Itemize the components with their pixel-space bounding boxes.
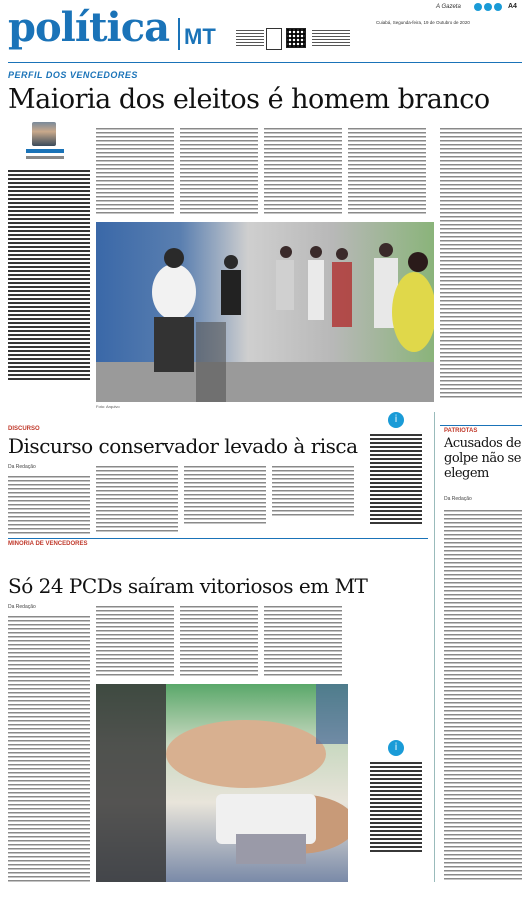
story2-kicker: DISCURSO: [8, 426, 40, 432]
story3-rule: [8, 538, 428, 539]
date-line: Cuiabá, Segunda-feira, 19 de Outubro de 2020: [376, 20, 470, 25]
story2-col-2: [96, 466, 178, 534]
top-rule: [8, 62, 522, 63]
story3-photo: [96, 684, 348, 882]
main-kicker: PERFIL DOS VENCEDORES: [8, 70, 138, 80]
main-body-col-5: [348, 128, 426, 214]
social-icon-2: [484, 3, 492, 11]
sidebar-kicker: PATRIOTAS: [444, 428, 478, 434]
qr-code-icon: [286, 28, 306, 48]
story3-side-note: [370, 762, 422, 852]
info-icon-2: i: [388, 740, 404, 756]
story3-col-1: [8, 616, 90, 882]
main-body-col-6: [440, 128, 522, 398]
sidebar-rule: [440, 425, 522, 426]
story3-col-2: [96, 606, 174, 676]
story2-col-4: [272, 466, 354, 516]
section-region: MT: [184, 24, 216, 49]
story2-col-1: [8, 476, 90, 534]
story3-col-3: [180, 606, 258, 676]
phone-icon: [266, 28, 282, 50]
section-title: política: [8, 4, 169, 51]
brand-name: A Gazeta: [436, 4, 461, 10]
header-info-2: [312, 30, 350, 46]
author-role-bar: [26, 156, 64, 159]
column-separator: [434, 412, 435, 882]
main-body-col-3: [180, 128, 258, 214]
info-icon-1: i: [388, 412, 404, 428]
main-photo: [96, 222, 434, 402]
main-body-col-2: [96, 128, 174, 214]
sidebar-byline: Da Redação: [444, 496, 472, 502]
main-body-col-1: [8, 170, 90, 380]
author-photo: [32, 122, 56, 146]
main-photo-svg: [96, 222, 434, 402]
story2-headline: Discurso conservador levado à risca: [8, 434, 358, 458]
section-separator: [178, 18, 180, 50]
author-name-bar: [26, 149, 64, 153]
social-icon-1: [474, 3, 482, 11]
story2-side-note: [370, 434, 422, 526]
social-icon-3: [494, 3, 502, 11]
sidebar-headline: Acusados de golpe não se elegem: [444, 436, 521, 481]
story3-col-4: [264, 606, 342, 676]
story2-byline: Da Redação: [8, 464, 36, 470]
main-body-col-4: [264, 128, 342, 214]
story2-col-3: [184, 466, 266, 524]
main-headline: Maioria dos eleitos é homem branco: [8, 84, 490, 115]
story3-kicker: MINORIA DE VENCEDORES: [8, 541, 88, 547]
story3-headline: Só 24 PCDs saíram vitoriosos em MT: [8, 574, 368, 598]
main-photo-credit: Foto: Arquivo: [96, 404, 120, 409]
header-info-1: [236, 30, 264, 46]
story3-photo-svg: [96, 684, 348, 882]
page-number: A4: [508, 3, 517, 10]
story3-byline: Da Redação: [8, 604, 36, 610]
sidebar-body: [444, 510, 522, 882]
